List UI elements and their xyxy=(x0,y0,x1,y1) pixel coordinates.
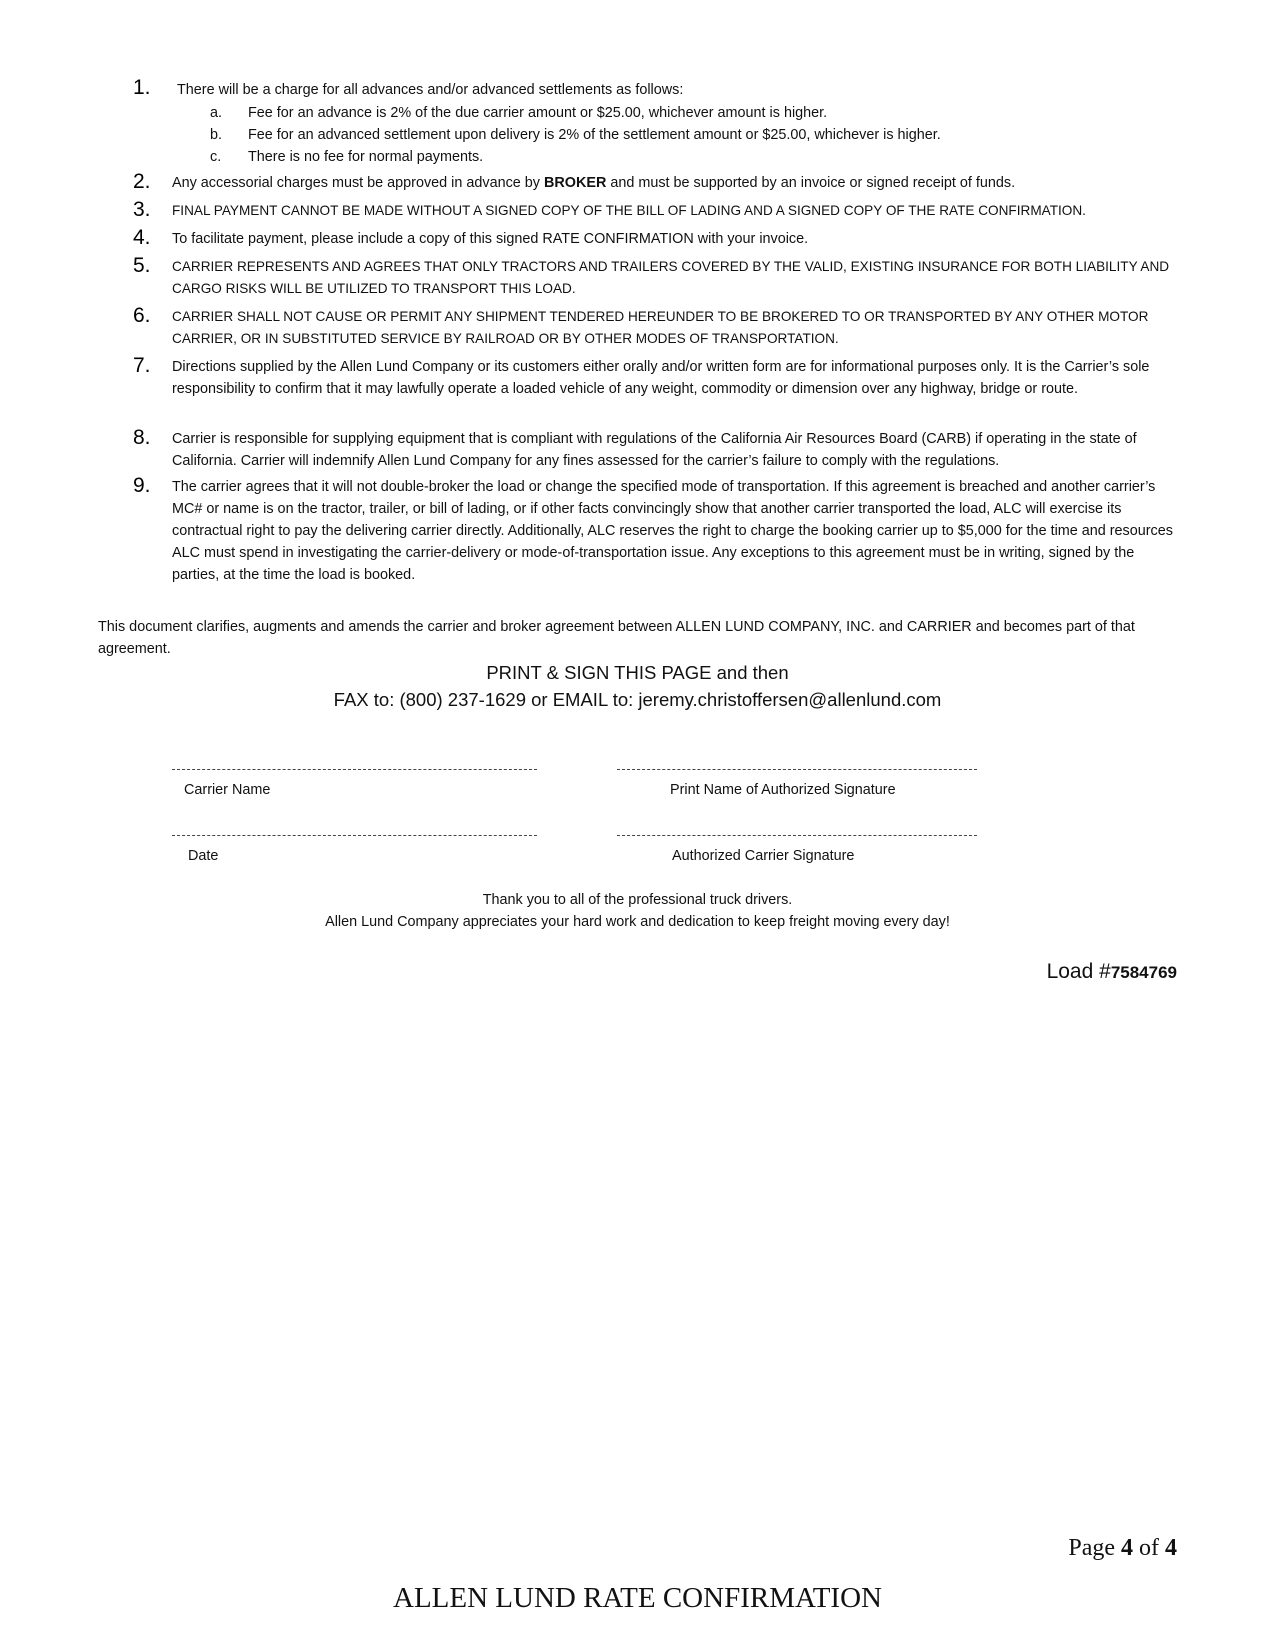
term-text: CARRIER SHALL NOT CAUSE OR PERMIT ANY SHIPMENT TENDERED HEREUNDER TO BE BROKERED TO OR TRANSPORTED BY ANY OTHER MOTOR CARRIER, OR IN SUBSTITUTED SERVICE BY RAILROAD OR BY OTHER MODES OF TRANSPORTATION. xyxy=(172,309,1149,346)
term-text: Any accessorial charges must be approved in advance by BROKER and must be supported by an invoice or signed receipt of funds. xyxy=(172,175,1016,191)
page-number: Page 4 of 4 xyxy=(1068,1535,1177,1561)
footer-title: ALLEN LUND RATE CONFIRMATION xyxy=(393,1582,882,1614)
authorized-signature-label: Authorized Carrier Signature xyxy=(672,848,855,864)
load-number xyxy=(1047,960,1177,984)
subitem-text: There is no fee for normal payments. xyxy=(248,149,484,165)
date-label: Date xyxy=(188,848,219,864)
print-sign-instruction: PRINT & SIGN THIS PAGE and then xyxy=(486,662,789,683)
term-number: 3. xyxy=(133,198,151,221)
term-text: CARRIER REPRESENTS AND AGREES THAT ONLY TRACTORS AND TRAILERS COVERED BY THE VALID, EXISTING INSURANCE FOR BOTH LIABILITY AND CARGO RISKS WILL BE UTILIZED TO TRANSPORT THIS LOAD. xyxy=(172,259,1170,296)
thanks-line-1: Thank you to all of the professional truck drivers. xyxy=(482,892,793,908)
term-number: 2. xyxy=(133,170,151,193)
print-name-label: Print Name of Authorized Signature xyxy=(670,782,896,798)
broker-emphasis: BROKER xyxy=(543,175,607,191)
term-number: 7. xyxy=(133,354,151,377)
current-page: 4 xyxy=(1121,1535,1133,1561)
term-text: To facilitate payment, please include a copy of this signed RATE CONFIRMATION with your invoice. xyxy=(172,231,809,247)
term-number: 1. xyxy=(133,76,151,99)
term-number: 6. xyxy=(133,304,151,327)
term-text: Carrier is responsible for supplying equipment that is compliant with regulations of the California Air Resources Board (CARB) if operating in the state of California. Carrier will indemnify Allen Lund Company for any fines assessed for the carrier’s failure to comply with the regulations. xyxy=(172,431,1137,469)
thanks-line-2: Allen Lund Company appreciates your hard work and dedication to keep freight moving every day! xyxy=(325,914,950,930)
agreement-paragraph: This document clarifies, augments and amends the carrier and broker agreement between ALLEN LUND COMPANY, INC. and CARRIER and becomes part of that agreement. xyxy=(98,619,1135,657)
term-number: 5. xyxy=(133,254,151,277)
load-id: 7584769 xyxy=(1110,963,1177,982)
carrier-name-label: Carrier Name xyxy=(184,782,271,798)
term-number: 4. xyxy=(133,226,151,249)
subitem-letter: a. xyxy=(210,105,223,121)
term-text: FINAL PAYMENT CANNOT BE MADE WITHOUT A SIGNED COPY OF THE BILL OF LADING AND A SIGNED COPY OF THE RATE CONFIRMATION. xyxy=(172,203,1086,218)
date-line[interactable] xyxy=(172,835,537,836)
print-name-line[interactable] xyxy=(617,769,977,770)
term-number: 8. xyxy=(133,426,151,449)
term-text: The carrier agrees that it will not double-broker the load or change the specified mode of transportation. If this agreement is breached and another carrier’s MC# or name is on the tractor, trailer, or bill of lading, or if other facts convincingly show that another carrier transported the load, ALC will exercise its contractual right to pay the delivering carrier directly. Additionally, ALC reserves the right to charge the booking carrier up to $5,000 for the time and resources ALC must spend in investigating the carrier-delivery or mode-of-transportation issue. Any exceptions to this agreement must be in writing, signed by the parties, at the time the load is booked. xyxy=(172,479,1173,583)
total-pages: 4 xyxy=(1165,1535,1177,1561)
term-text: There will be a charge for all advances and/or advanced settlements as follows: xyxy=(177,82,684,98)
subitem-letter: c. xyxy=(210,149,222,165)
term-number: 9. xyxy=(133,474,151,497)
term-text: Directions supplied by the Allen Lund Company or its customers either orally and/or written form are for informational purposes only. It is the Carrier’s sole responsibility to confirm that it may lawfully operate a loaded vehicle of any weight, commodity or dimension over any highway, bridge or route. xyxy=(172,359,1150,397)
subitem-text: Fee for an advance is 2% of the due carrier amount or $25.00, whichever amount is higher. xyxy=(248,105,828,121)
fax-email-instruction: FAX to: (800) 237-1629 or EMAIL to: jeremy.christoffersen@allenlund.com xyxy=(333,689,942,710)
subitem-text: Fee for an advanced settlement upon delivery is 2% of the settlement amount or $25.00, whichever is higher. xyxy=(248,127,941,143)
carrier-name-line[interactable] xyxy=(172,769,537,770)
authorized-signature-line[interactable] xyxy=(617,835,977,836)
subitem-letter: b. xyxy=(210,127,223,143)
load-label: Load # xyxy=(1046,960,1111,983)
